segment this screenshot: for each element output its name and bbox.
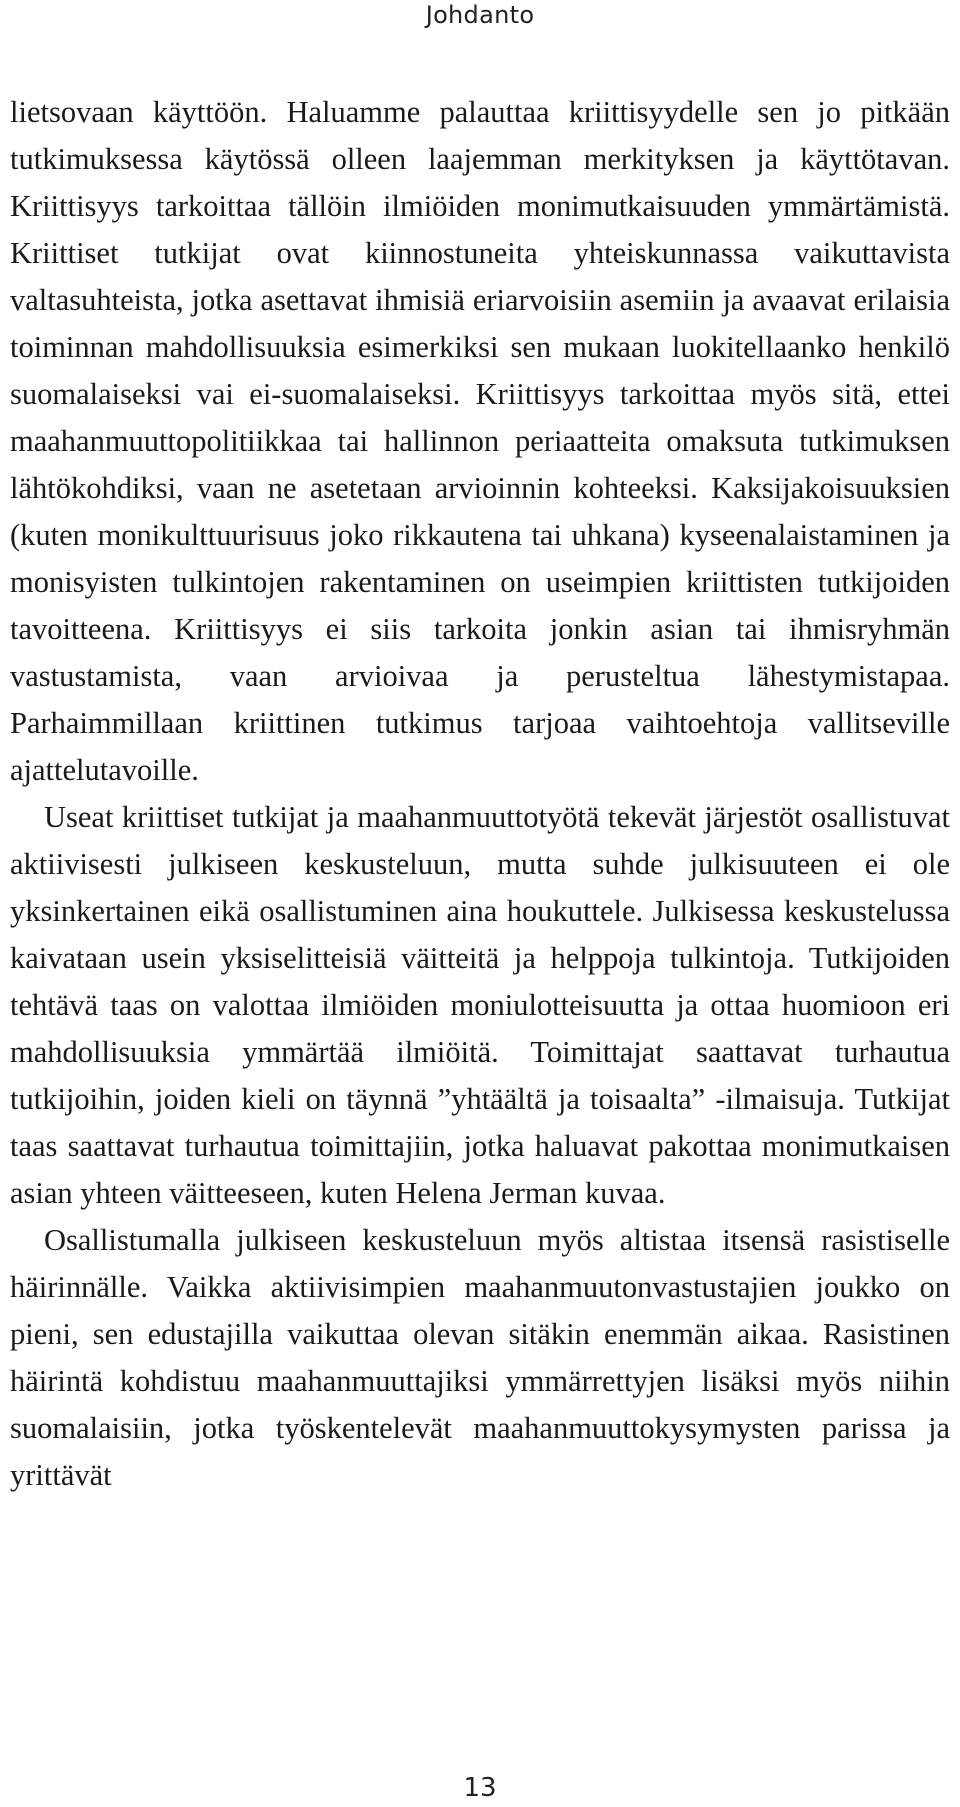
paragraph-public-debate: Useat kriittiset tutkijat ja maahanmuuttotyötä tekevät järjestöt osallistuvat aktiivisesti julkiseen keskusteluun, mutta suhde julkisuuteen ei ole yksinkertainen eikä osallistuminen aina houkuttele. Julkisessa keskustelussa kaivataan usein yksiselitteisiä väitteitä ja helppoja tulkintoja. Tutkijoiden tehtävä taas on valottaa ilmiöiden moniulotteisuutta ja ottaa huomioon eri mahdollisuuksia ymmärtää ilmiöitä. Toimittajat saattavat turhautua tutkijoihin, joiden kieli on täynnä ”yhtäältä ja toisaalta” -ilmaisuja. Tutkijat taas saattavat turhautua toimittajiin, jotka haluavat pakottaa monimutkaisen asian yhteen väitteeseen, kuten Helena Jerman kuvaa. — [10, 800, 950, 1210]
page-body — [10, 89, 950, 1499]
paragraph-continued: lietsovaan käyttöön. Haluamme palauttaa kriittisyydelle sen jo pitkään tutkimuksessa käytössä olleen laajemman merkityksen ja käyttötavan. Kriittisyys tarkoittaa tällöin ilmiöiden monimutkaisuuden ymmärtämistä. Kriittiset tutkijat ovat kiinnostuneita yhteiskunnassa vaikuttavista valtasuhteista, jotka asettavat ihmisiä eriarvoisiin asemiin ja avaavat erilaisia toiminnan mahdollisuuksia esimerkiksi sen mukaan luokitellaanko henkilö suomalaiseksi vai ei-suomalaiseksi. Kriittisyys tarkoittaa myös sitä, ettei maahanmuuttopolitiikkaa tai hallinnon periaatteita omaksuta tutkimuksen lähtökohdiksi, vaan ne asetetaan arvioinnin kohteeksi. Kaksijakoisuuksien (kuten monikulttuurisuus joko rikkautena tai uhkana) kyseenalaistaminen ja monisyisten tulkintojen rakentaminen on useimpien kriittisten tutkijoiden tavoitteena. Kriittisyys ei siis tarkoita jonkin asian tai ihmisryhmän vastustamista, vaan arvioivaa ja perusteltua lähestymistapaa. Parhaimmillaan kriittinen tutkimus tarjoaa vaihtoehtoja vallitseville ajattelutavoille. — [10, 95, 950, 787]
running-head: Johdanto — [425, 1, 535, 29]
page-number: 13 — [463, 1773, 497, 1803]
paragraph-harassment: Osallistumalla julkiseen keskusteluun myös altistaa itsensä rasistiselle häirinnälle. Vaikka aktiivisimpien maahanmuutonvastustajien joukko on pieni, sen edustajilla vaikuttaa olevan sitäkin enemmän aikaa. Rasistinen häirintä kohdistuu maahanmuuttajiksi ymmärrettyjen lisäksi myös niihin suomalaisiin, jotka työskentelevät maahanmuuttokysymysten parissa ja yrittävät — [10, 1223, 950, 1492]
